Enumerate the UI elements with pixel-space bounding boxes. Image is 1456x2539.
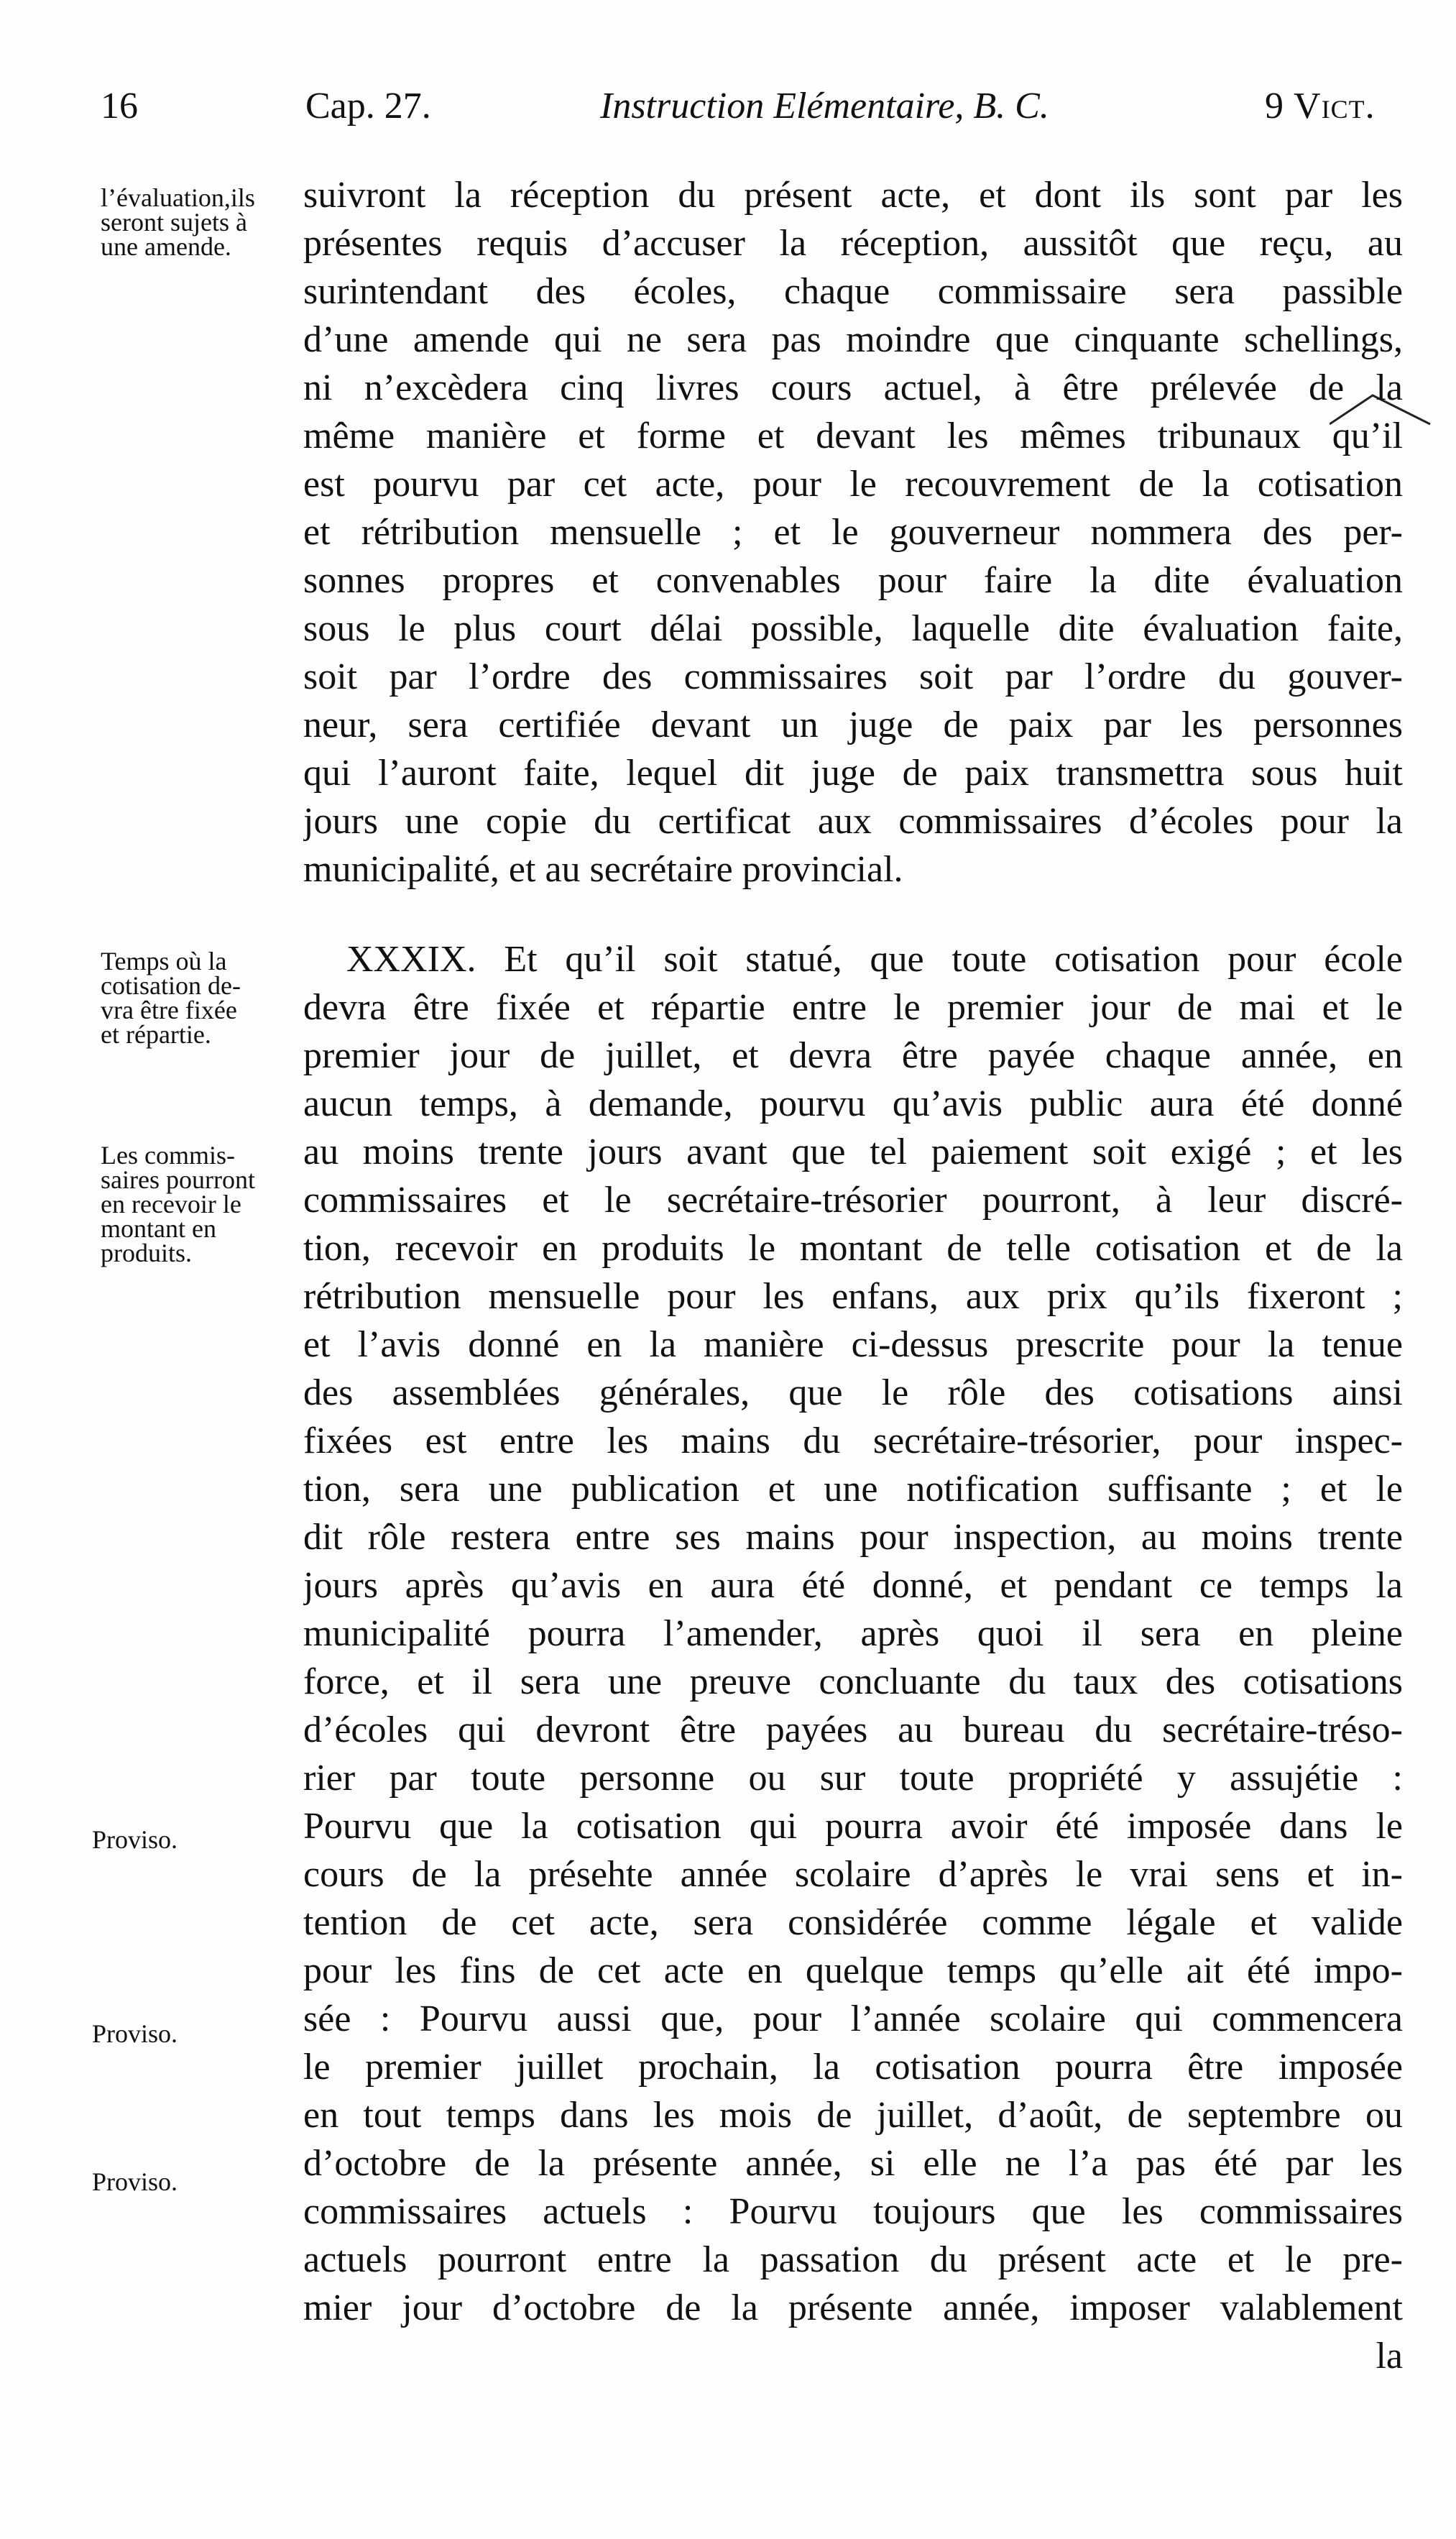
text-line: actuels pourront entre la passation du présent acte et le pre- (303, 2239, 1403, 2280)
text-line: soit par l’ordre des commissaires soit par l’ordre du gouver- (303, 656, 1403, 697)
margin-note-line: saires pourront (101, 1165, 255, 1194)
section-heading-line: XXXIX. Et qu’il soit statué, que toute cotisation pour école (346, 939, 1403, 980)
text-line: aucun temps, à demande, pourvu qu’avis public aura été donné (303, 1083, 1403, 1124)
margin-note-evaluation (101, 185, 255, 259)
text-line: le premier juillet prochain, la cotisation pourra être imposée (303, 2047, 1403, 2088)
text-line: des assemblées générales, que le rôle des cotisations ainsi (303, 1372, 1403, 1413)
text-line: municipalité pourra l’amender, après quoi il sera en pleine (303, 1613, 1403, 1654)
margin-note-line: en recevoir le (101, 1190, 241, 1218)
text-line: jours une copie du certificat aux commissaires d’écoles pour la (303, 801, 1403, 842)
text-line: neur, sera certifiée devant un juge de paix par les personnes (303, 704, 1403, 745)
text-line: et l’avis donné en la manière ci-dessus prescrite pour la tenue (303, 1324, 1403, 1365)
text-line: commissaires actuels : Pourvu toujours que les commissaires (303, 2191, 1403, 2232)
text-line: suivront la réception du présent acte, et dont ils sont par les (303, 175, 1403, 216)
margin-note-line: montant en (101, 1214, 216, 1243)
margin-note-proviso: Proviso. (92, 1825, 178, 1854)
margin-note-line: et répartie. (101, 1020, 211, 1049)
margin-note-line: Les commis- (101, 1141, 235, 1170)
margin-note-commissaires (101, 1143, 255, 1265)
margin-note-line: Temps où la (101, 947, 227, 975)
text-line: Pourvu que la cotisation qui pourra avoir été imposée dans le (303, 1806, 1403, 1847)
text-line: d’octobre de la présente année, si elle ne l’a pas été par les (303, 2143, 1403, 2184)
text-line: présentes requis d’accuser la réception, aussitôt que reçu, au (303, 223, 1403, 264)
text-line: au moins trente jours avant que tel paiement soit exigé ; et les (303, 1131, 1403, 1172)
margin-note-line: cotisation de- (101, 971, 241, 1000)
running-title: Instruction Elémentaire, B. C. (600, 86, 1049, 127)
text-line: jours après qu’avis en aura été donné, et pendant ce temps la (303, 1565, 1403, 1606)
text-line: d’une amende qui ne sera pas moindre que cinquante schellings, (303, 319, 1403, 360)
margin-note-line: vra être fixée (101, 996, 237, 1024)
text-line: rétribution mensuelle pour les enfans, aux prix qu’ils fixeront ; (303, 1276, 1403, 1317)
margin-note-proviso: Proviso. (92, 2019, 178, 2048)
margin-note-line: une amende. (101, 232, 231, 261)
text-line: tion, recevoir en produits le montant de telle cotisation et de la (303, 1228, 1403, 1269)
text-line: municipalité, et au secrétaire provincial. (303, 849, 903, 890)
margin-note-temps (101, 949, 241, 1047)
text-line: est pourvu par cet acte, pour le recouvrement de la cotisation (303, 464, 1403, 505)
text-line: cours de la présehte année scolaire d’après le vrai sens et in- (303, 1854, 1403, 1895)
text-line: ni n’excèdera cinq livres cours actuel, à être prélevée de la (303, 367, 1403, 408)
text-line: dit rôle restera entre ses mains pour inspection, au moins trente (303, 1517, 1403, 1558)
text-line: surintendant des écoles, chaque commissaire sera passible (303, 271, 1403, 312)
regnal-year: 9 Vict. (1265, 86, 1376, 127)
text-line: d’écoles qui devront être payées au bureau du secrétaire-tréso- (303, 1709, 1403, 1750)
text-line: sous le plus court délai possible, laquelle dite évaluation faite, (303, 608, 1403, 649)
text-line: en tout temps dans les mois de juillet, d’août, de septembre ou (303, 2095, 1403, 2136)
text-line: rier par toute personne ou sur toute propriété y assujétie : (303, 1758, 1403, 1799)
text-line: fixées est entre les mains du secrétaire-trésorier, pour inspec- (303, 1420, 1403, 1461)
text-line: et rétribution mensuelle ; et le gouverneur nommera des per- (303, 512, 1403, 553)
body-text (303, 171, 1403, 2380)
text-line: tion, sera une publication et une notification suffisante ; et le (303, 1469, 1403, 1510)
text-line: tention de cet acte, sera considérée comme légale et valide (303, 1902, 1403, 1943)
text-line: mier jour d’octobre de la présente année, imposer valablement (303, 2287, 1403, 2328)
paragraph-gap (303, 894, 1403, 935)
text-line: force, et il sera une preuve concluante du taux des cotisations (303, 1661, 1403, 1702)
catchword: la (1376, 2336, 1403, 2377)
margin-note-line: produits. (101, 1239, 193, 1267)
text-line: premier jour de juillet, et devra être payée chaque année, en (303, 1035, 1403, 1076)
text-line: sonnes propres et convenables pour faire la dite évaluation (303, 560, 1403, 601)
text-line: sée : Pourvu aussi que, pour l’année scolaire qui commencera (303, 1998, 1403, 2039)
text-line: pour les fins de cet acte en quelque temps qu’elle ait été impo- (303, 1950, 1403, 1991)
page-number: 16 (101, 86, 138, 127)
text-line: même manière et forme et devant les mêmes tribunaux qu’il (303, 415, 1403, 456)
text-line: devra être fixée et répartie entre le premier jour de mai et le (303, 987, 1403, 1028)
margin-note-line: seront sujets à (101, 208, 247, 237)
text-line: qui l’auront faite, lequel dit juge de paix transmettra sous huit (303, 753, 1403, 794)
margin-note-line: l’évaluation,ils (101, 183, 255, 212)
text-line: commissaires et le secrétaire-trésorier pourront, à leur discré- (303, 1180, 1403, 1221)
margin-note-proviso: Proviso. (92, 2167, 178, 2196)
chapter-label: Cap. 27. (305, 86, 431, 127)
